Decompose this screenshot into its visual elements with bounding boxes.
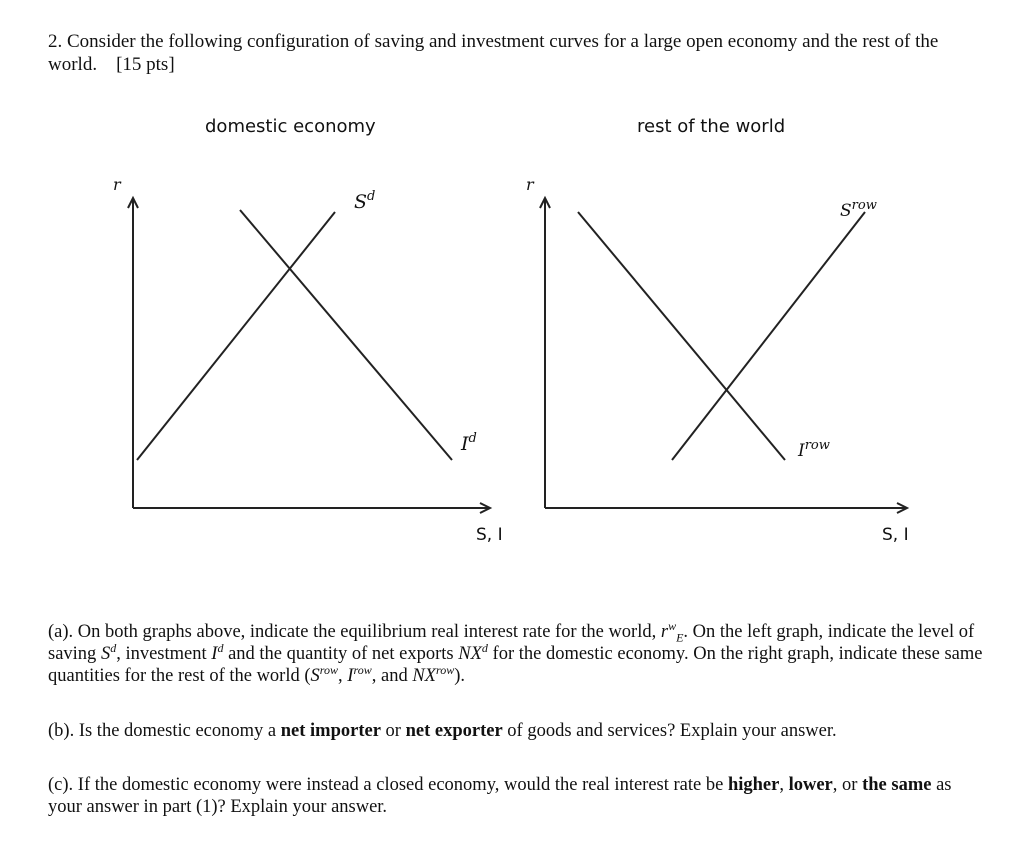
right-investment-label: $I^{row}$ xyxy=(798,438,830,461)
question-points: [15 pts] xyxy=(116,54,175,75)
left-investment-label: $I^d$ xyxy=(461,431,477,455)
left-investment-curve xyxy=(240,210,452,460)
part-c-text: (c). If the domestic economy were instead a closed economy, would the real interest rate be higher, lower, or the same as your answer in part (1)? Explain your answer. xyxy=(48,775,952,817)
left-saving-curve xyxy=(137,212,335,460)
right-saving-label: $S^{row}$ xyxy=(840,198,877,221)
right-x-axis-label: S, I xyxy=(882,525,909,545)
right-saving-curve xyxy=(672,212,865,460)
left-graph-title: domestic economy xyxy=(205,116,376,137)
right-graph-title: rest of the world xyxy=(637,116,786,137)
part-b-text: (b). Is the domestic economy a net importer or net exporter of goods and services? Explain your answer. xyxy=(48,721,837,741)
right-investment-curve xyxy=(578,212,785,460)
left-x-axis-label: S, I xyxy=(476,525,503,545)
right-y-axis-label: r xyxy=(526,175,534,194)
left-y-axis-label: r xyxy=(113,175,121,194)
part-a-text: (a). On both graphs above, indicate the equilibrium real interest rate for the world, $r^w_E$. On the left graph, indicate the level of saving $S^d$, investment $I^d$ and the quantity of net exports $NX^d$ for the domestic economy. On the right graph, indicate these same quantities for the rest of the world ($S^{row}$, $I^{row}$, and $NX^{row}$). xyxy=(48,618,983,686)
question-text: 2. Consider the following configuration of saving and investment curves for a large open economy and the rest of the world. xyxy=(48,31,939,75)
left-saving-label: $S^d$ xyxy=(354,189,376,213)
